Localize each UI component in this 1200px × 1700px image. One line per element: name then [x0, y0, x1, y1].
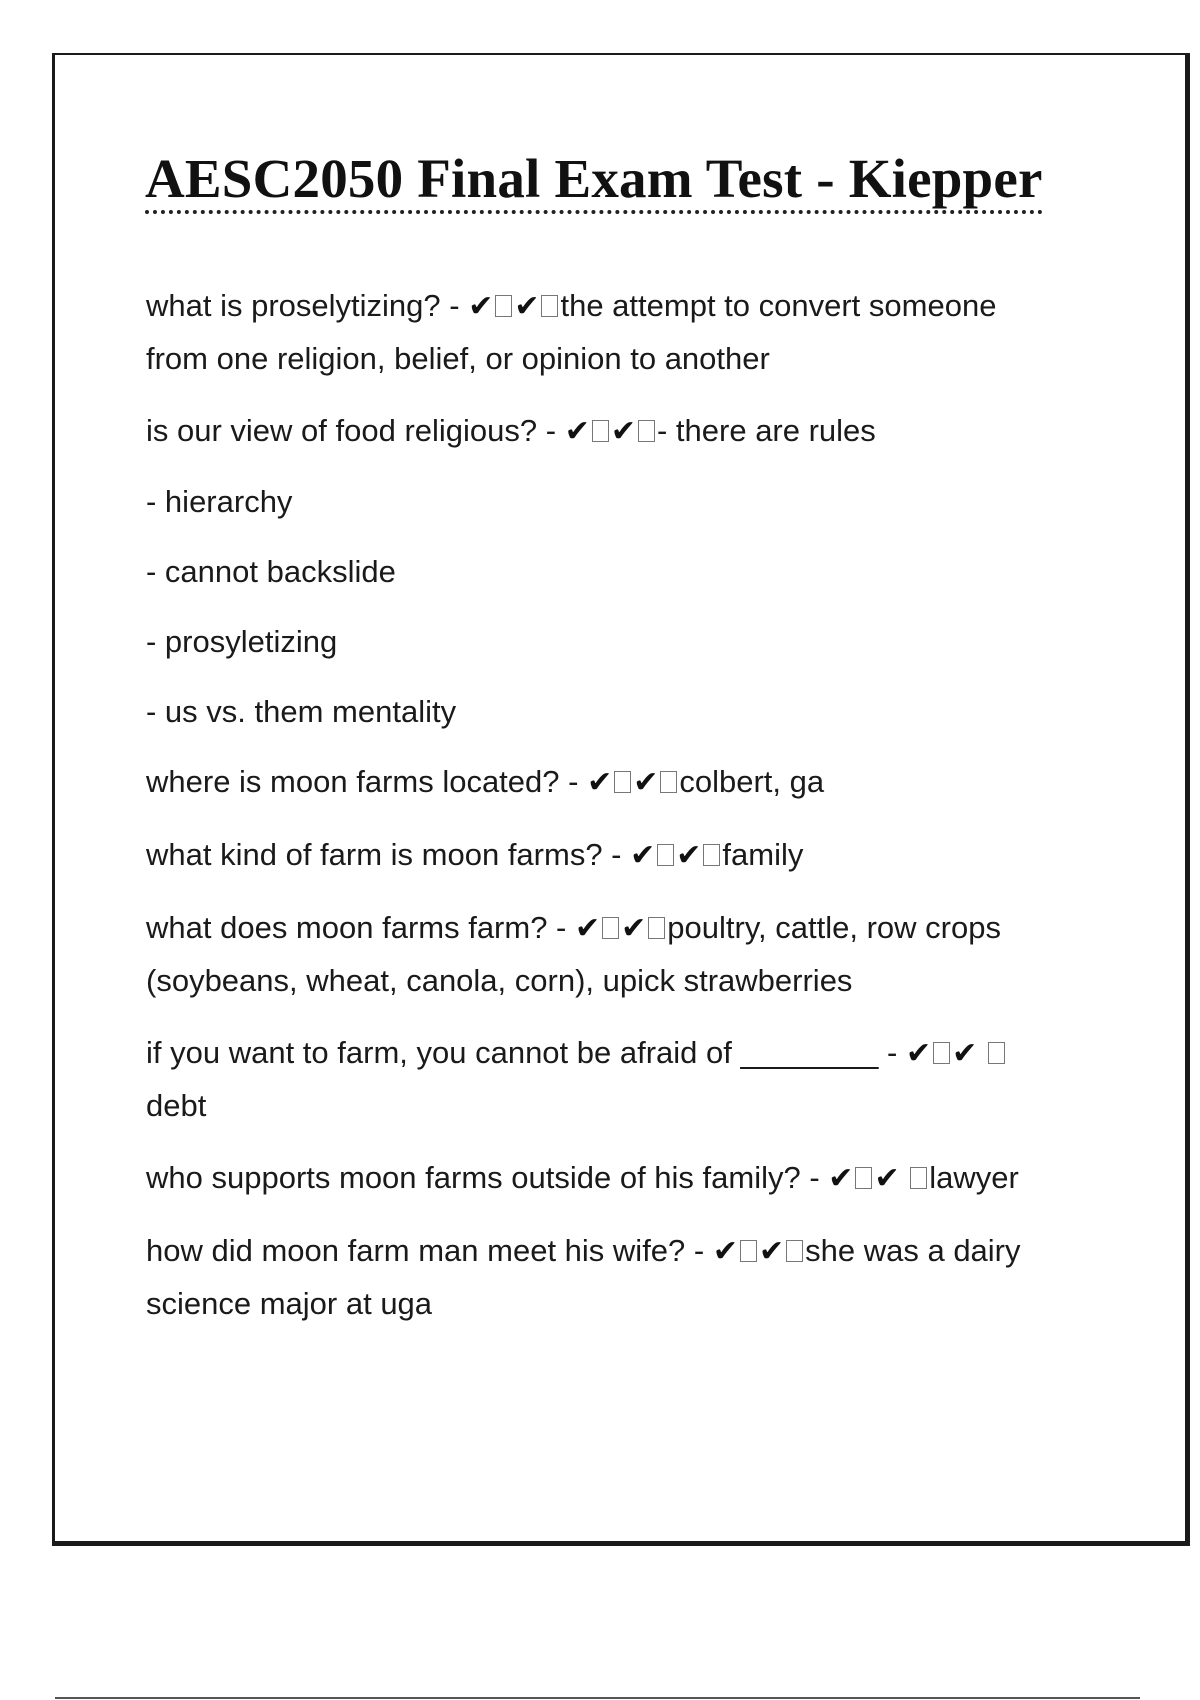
- qa-item-farm-kind: [146, 829, 1066, 882]
- answer-text: colbert, ga: [679, 764, 825, 799]
- check-icon: ✔: [828, 1161, 854, 1196]
- qa-item-what-farm: [146, 902, 1066, 1007]
- answer-text: debt: [146, 1088, 207, 1123]
- answer-text: the attempt to convert someone from one religion, belief, or opinion to another: [146, 288, 997, 376]
- check-icon: ✔: [874, 1161, 900, 1196]
- missing-glyph-box: [648, 917, 665, 939]
- list-item: - cannot backslide: [146, 554, 396, 589]
- page-divider: [55, 1697, 1140, 1699]
- answer-text: she was a dairy science major at uga: [146, 1233, 1021, 1321]
- missing-glyph-box: [855, 1167, 872, 1189]
- missing-glyph-box: [703, 844, 720, 866]
- document-title: AESC2050 Final Exam Test - Kiepper: [145, 148, 1043, 214]
- question-text: is our view of food religious? -: [146, 413, 565, 448]
- qa-item-food-religious: [146, 405, 1066, 458]
- question-text: what is proselytizing? -: [146, 288, 469, 323]
- check-icon: ✔: [905, 1036, 932, 1071]
- check-icon: ✔: [587, 765, 613, 800]
- qa-item-wife: [146, 1225, 1066, 1330]
- answer-text: - there are rules: [656, 413, 876, 448]
- list-item: - prosyletizing: [146, 624, 338, 659]
- answer-text: family: [722, 837, 804, 872]
- check-icon: ✔: [758, 1234, 785, 1269]
- missing-glyph-box: [614, 771, 631, 793]
- question-text: who supports moon farms outside of his family? -: [146, 1160, 829, 1195]
- missing-glyph-box: [541, 295, 558, 317]
- missing-glyph-box: [933, 1042, 950, 1064]
- missing-glyph-box: [988, 1042, 1005, 1064]
- missing-glyph-box: [657, 844, 674, 866]
- question-text: what kind of farm is moon farms? -: [146, 837, 631, 872]
- qa-item-proselytizing: [146, 280, 1066, 385]
- check-icon: ✔: [676, 838, 702, 873]
- missing-glyph-box: [495, 295, 512, 317]
- check-icon: ✔: [468, 289, 494, 324]
- answer-text: lawyer: [929, 1160, 1019, 1195]
- qa-item-supporter: [146, 1152, 1066, 1205]
- missing-glyph-box: [638, 420, 655, 442]
- list-item: - us vs. them mentality: [146, 694, 457, 729]
- answer-text: poultry, cattle, row crops (soybeans, wheat, canola, corn), upick strawberries: [146, 910, 1001, 998]
- check-icon: ✔: [514, 289, 540, 324]
- check-icon: ✔: [633, 765, 659, 800]
- missing-glyph-box: [592, 420, 609, 442]
- qa-item-afraid-of: [146, 1027, 1066, 1132]
- qa-item-location: [146, 756, 1066, 809]
- check-icon: ✔: [630, 838, 656, 873]
- missing-glyph-box: [602, 917, 619, 939]
- question-text: if you want to farm, you cannot be afraid of ________ -: [146, 1035, 906, 1070]
- check-icon: ✔: [610, 414, 636, 449]
- missing-glyph-box: [740, 1240, 757, 1262]
- missing-glyph-box: [660, 771, 677, 793]
- question-text: where is moon farms located? -: [146, 764, 588, 799]
- check-icon: ✔: [575, 911, 601, 946]
- check-icon: ✔: [952, 1036, 978, 1071]
- check-icon: ✔: [564, 414, 590, 449]
- missing-glyph-box: [910, 1167, 927, 1189]
- missing-glyph-box: [786, 1240, 803, 1262]
- question-text: how did moon farm man meet his wife? -: [146, 1233, 713, 1268]
- check-icon: ✔: [712, 1234, 738, 1269]
- flashcard-list: [146, 280, 1066, 1350]
- list-item: - hierarchy: [146, 484, 293, 519]
- check-icon: ✔: [621, 911, 647, 946]
- question-text: what does moon farms farm? -: [146, 910, 575, 945]
